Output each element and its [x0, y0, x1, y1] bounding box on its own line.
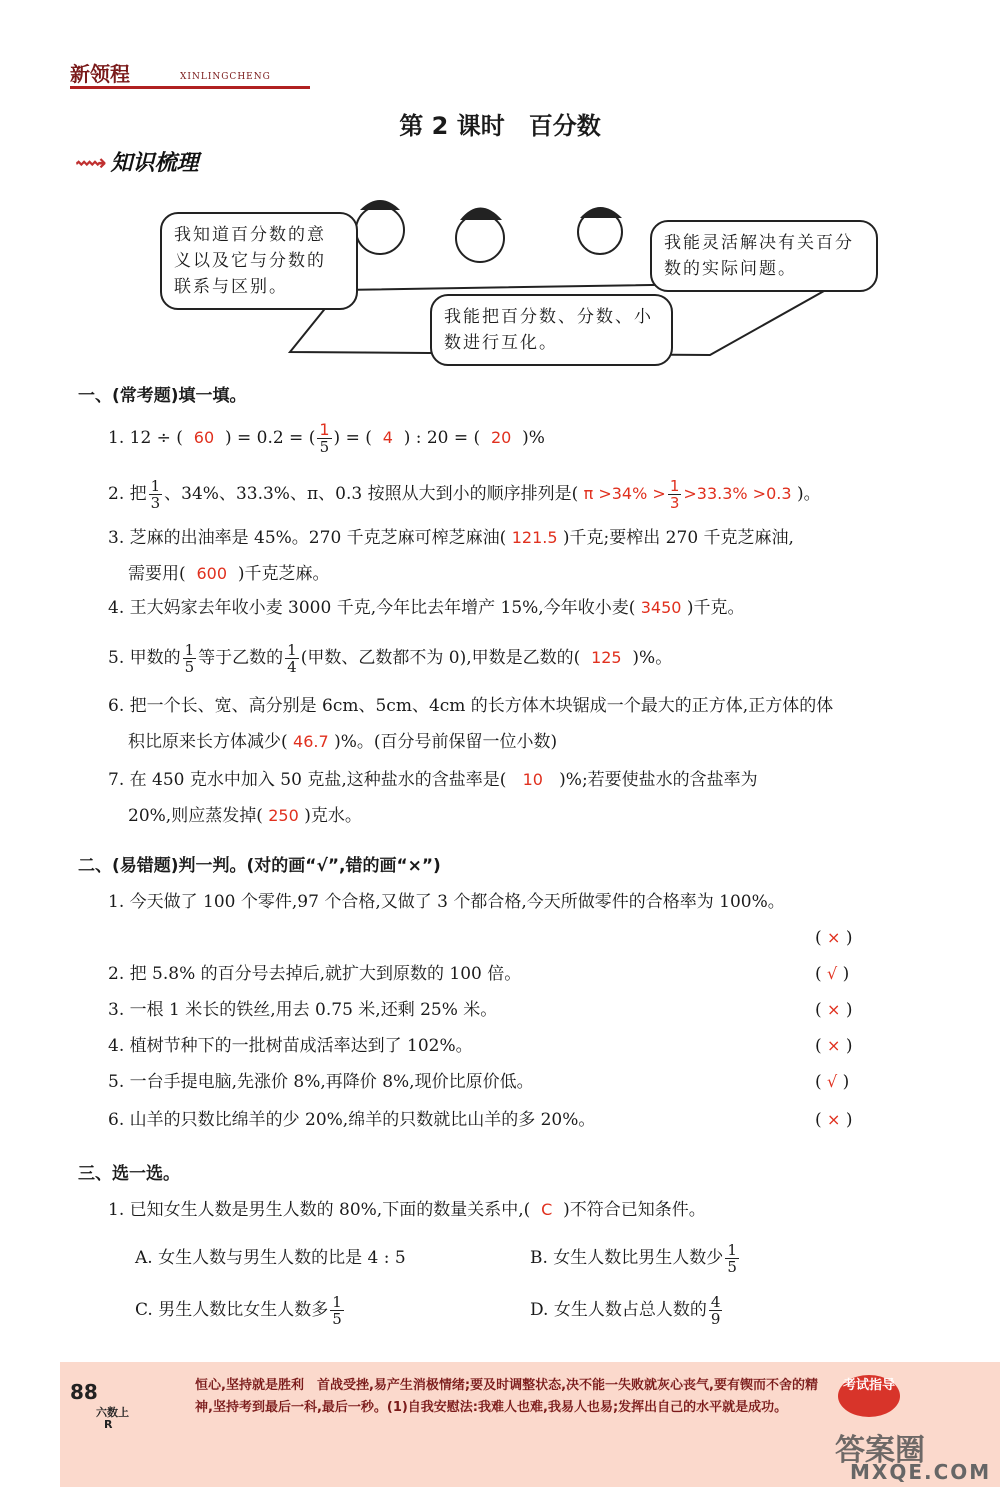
judge-mark: ( × ) [815, 1110, 853, 1130]
section-heading [75, 146, 199, 177]
question-1: 1. 12 ÷ ( 60 ) = 0.2 = ( $\frac{1}{5}$ ) = ( 4 ) : 20 = ( 20 )% [108, 420, 545, 456]
grade-label: 六数上 [96, 1406, 129, 1419]
judge-mark: ( × ) [815, 1000, 853, 1020]
question-7-cont: 20%,则应蒸发掉( 250 )克水。 [128, 806, 362, 826]
answer: 46.7 [293, 732, 329, 751]
answer: 250 [268, 806, 299, 825]
judge-item: 2. 把 5.8% 的百分号去掉后,就扩大到原数的 100 倍。 [108, 964, 522, 984]
judge-item: 4. 植树节种下的一批树苗成活率达到了 102%。 [108, 1036, 473, 1056]
speech-bubble-right: 我能灵活解决有关百分数的实际问题。 [650, 220, 878, 292]
judge-item: 1. 今天做了 100 个零件,97 个合格,又做了 3 个都合格,今天所做零件的合格率为 100%。 [108, 892, 785, 912]
option-b: B. 女生人数比男生人数少 $\frac{1}{5}$ [530, 1241, 737, 1276]
fraction: $\frac{1}{5}$ [727, 1241, 737, 1276]
watermark: 答案圈 [835, 1433, 925, 1468]
answer: 4 [382, 428, 393, 447]
question-5: 5. 甲数的 $\frac{1}{5}$ 等于乙数的 $\frac{1}{4}$ (甲数、乙数都不为 0),甲数是乙数的( 125 )%。 [108, 641, 673, 676]
answer: 10 [522, 770, 543, 789]
option-c: C. 男生人数比女生人数多 $\frac{1}{5}$ [135, 1293, 342, 1328]
footer-tip: 恒心,坚持就是胜利 首战受挫,易产生消极情绪;要及时调整状态,决不能一失败就灰心丧气,要有锲而不舍的精神,坚持考到最后一科,最后一秒。(1)自我安慰法:我难人也难,我易人也易;发挥出自己的水平就是成功。 [195, 1378, 818, 1415]
speech-bubble-left: 我知道百分数的意义以及它与分数的联系与区别。 [160, 212, 358, 310]
page-number: 88 [70, 1380, 98, 1404]
brand-subtitle: XINLINGCHENG [180, 72, 271, 82]
answer: 125 [591, 648, 622, 667]
girl2-face-icon [456, 214, 504, 262]
page-title: 第 2 课时 百分数 [399, 112, 601, 140]
judge-item: 6. 山羊的只数比绵羊的少 20%,绵羊的只数就比山羊的多 20%。 [108, 1110, 596, 1130]
fraction: $\frac{1}{4}$ [287, 641, 297, 676]
question-3: 3. 芝麻的出油率是 45%。270 千克芝麻可榨芝麻油( 121.5 )千克;要榨出 270 千克芝麻油, [108, 528, 794, 548]
question-4: 4. 王大妈家去年收小麦 3000 千克,今年比去年增产 15%,今年收小麦( 3450 )千克。 [108, 598, 745, 618]
watermark-url: MXQE.COM [850, 1460, 992, 1484]
edition-label: R [104, 1418, 113, 1431]
fraction: $\frac{1}{5}$ [332, 1293, 342, 1328]
question-6: 6. 把一个长、宽、高分别是 6cm、5cm、4cm 的长方体木块锯成一个最大的正方体,正方体的体 [108, 696, 834, 716]
answer: π >34% > $\frac{1}{3}$ >33.3% >0.3 [583, 477, 792, 512]
judge-mark: ( × ) [815, 928, 853, 948]
choice-question-1: 1. 已知女生人数是男生人数的 80%,下面的数量关系中,( C )不符合已知条件。 [108, 1200, 706, 1220]
fraction: $\frac{1}{3}$ [150, 477, 161, 512]
fraction: $\frac{1}{5}$ [184, 641, 195, 676]
option-d: D. 女生人数占总人数的 $\frac{4}{9}$ [530, 1293, 721, 1328]
answer: 60 [193, 428, 215, 447]
question-7: 7. 在 450 克水中加入 50 克盐,这种盐水的含盐率是( 10 )%;若要使盐水的含盐率为 [108, 770, 758, 790]
section-heading-text: 知识梳理 [110, 151, 199, 176]
judge-mark: ( √ ) [815, 964, 850, 984]
fraction: $\frac{4}{9}$ [710, 1293, 721, 1328]
judge-item: 5. 一台手提电脑,先涨价 8%,再降价 8%,现价比原价低。 [108, 1072, 534, 1092]
answer: 20 [490, 428, 512, 447]
part1-heading: 一、(常考题)填一填。 [78, 386, 247, 406]
question-2: 2. 把 $\frac{1}{3}$ 、34%、33.3%、π、0.3 按照从大到小的顺序排列是( π >34% > $\frac{1}{3}$ >33.3% >0.3 )。 [108, 477, 821, 512]
part2-heading: 二、(易错题)判一判。(对的画“√”,错的画“×”) [78, 856, 441, 876]
arrow-icon: ⟿ [75, 151, 107, 176]
part3-heading: 三、选一选。 [78, 1164, 180, 1184]
judge-item: 3. 一根 1 米长的铁丝,用去 0.75 米,还剩 25% 米。 [108, 1000, 498, 1020]
question-3-cont: 需要用( 600 )千克芝麻。 [128, 564, 330, 584]
answer: C [541, 1200, 553, 1219]
question-6-cont: 积比原来长方体减少( 46.7 )%。(百分号前保留一位小数) [128, 732, 558, 752]
speech-bubble-center: 我能把百分数、分数、小数进行互化。 [430, 294, 673, 366]
brand-logo: 新领程 [70, 62, 130, 86]
judge-mark: ( × ) [815, 1036, 853, 1056]
brand-underline [70, 86, 310, 89]
fraction: $\frac{1}{5}$ [319, 420, 330, 456]
answer: 600 [196, 564, 227, 583]
illustration [150, 190, 870, 370]
girl-face-icon [356, 206, 404, 254]
answer: 121.5 [511, 528, 558, 547]
option-a: A. 女生人数与男生人数的比是 4 : 5 [135, 1248, 406, 1268]
exam-guide-badge: 考试指导 [838, 1375, 900, 1417]
judge-mark: ( √ ) [815, 1072, 850, 1092]
answer: 3450 [640, 598, 682, 617]
